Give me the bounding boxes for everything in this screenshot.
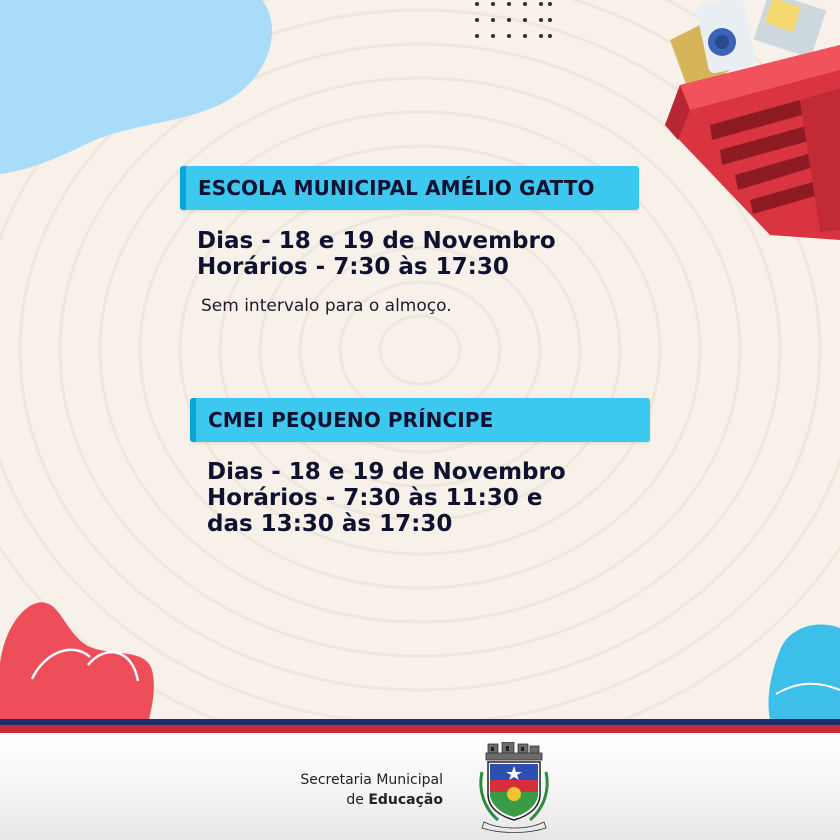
school-1-schedule — [197, 228, 556, 280]
footer-line-2-prefix: de — [346, 792, 369, 808]
school-2-name: CMEI PEQUENO PRÍNCIPE — [208, 408, 494, 432]
footer-line-2-bold: Educação — [368, 792, 443, 808]
school-1-days: Dias - 18 e 19 de Novembro — [197, 228, 556, 254]
school-2-hours-line-2: das 13:30 às 17:30 — [207, 511, 453, 537]
school-1-hours: Horários - 7:30 às 17:30 — [197, 254, 509, 280]
decorative-dot-grid — [470, 0, 560, 45]
pill-accent — [190, 398, 196, 442]
footer-department-name — [300, 770, 443, 810]
school-2-schedule — [207, 459, 566, 537]
pill-accent — [180, 166, 186, 210]
school-2-hours-line-1: Horários - 7:30 às 11:30 e — [207, 485, 543, 511]
shopping-basket-icon — [650, 0, 840, 240]
decorative-blue-blob — [0, 0, 280, 180]
section-header-school-2 — [190, 398, 650, 442]
school-1-name: ESCOLA MUNICIPAL AMÉLIO GATTO — [198, 176, 595, 200]
municipal-crest-icon — [474, 742, 554, 834]
footer-line-2 — [300, 790, 443, 810]
footer-line-1: Secretaria Municipal — [300, 772, 443, 788]
section-header-school-1 — [180, 166, 639, 210]
school-2-days: Dias - 18 e 19 de Novembro — [207, 459, 566, 485]
decorative-cyan-blob — [760, 620, 840, 720]
school-1-note: Sem intervalo para o almoço. — [201, 296, 452, 316]
footer-stripe-red — [0, 725, 840, 733]
decorative-red-blob — [0, 595, 160, 725]
